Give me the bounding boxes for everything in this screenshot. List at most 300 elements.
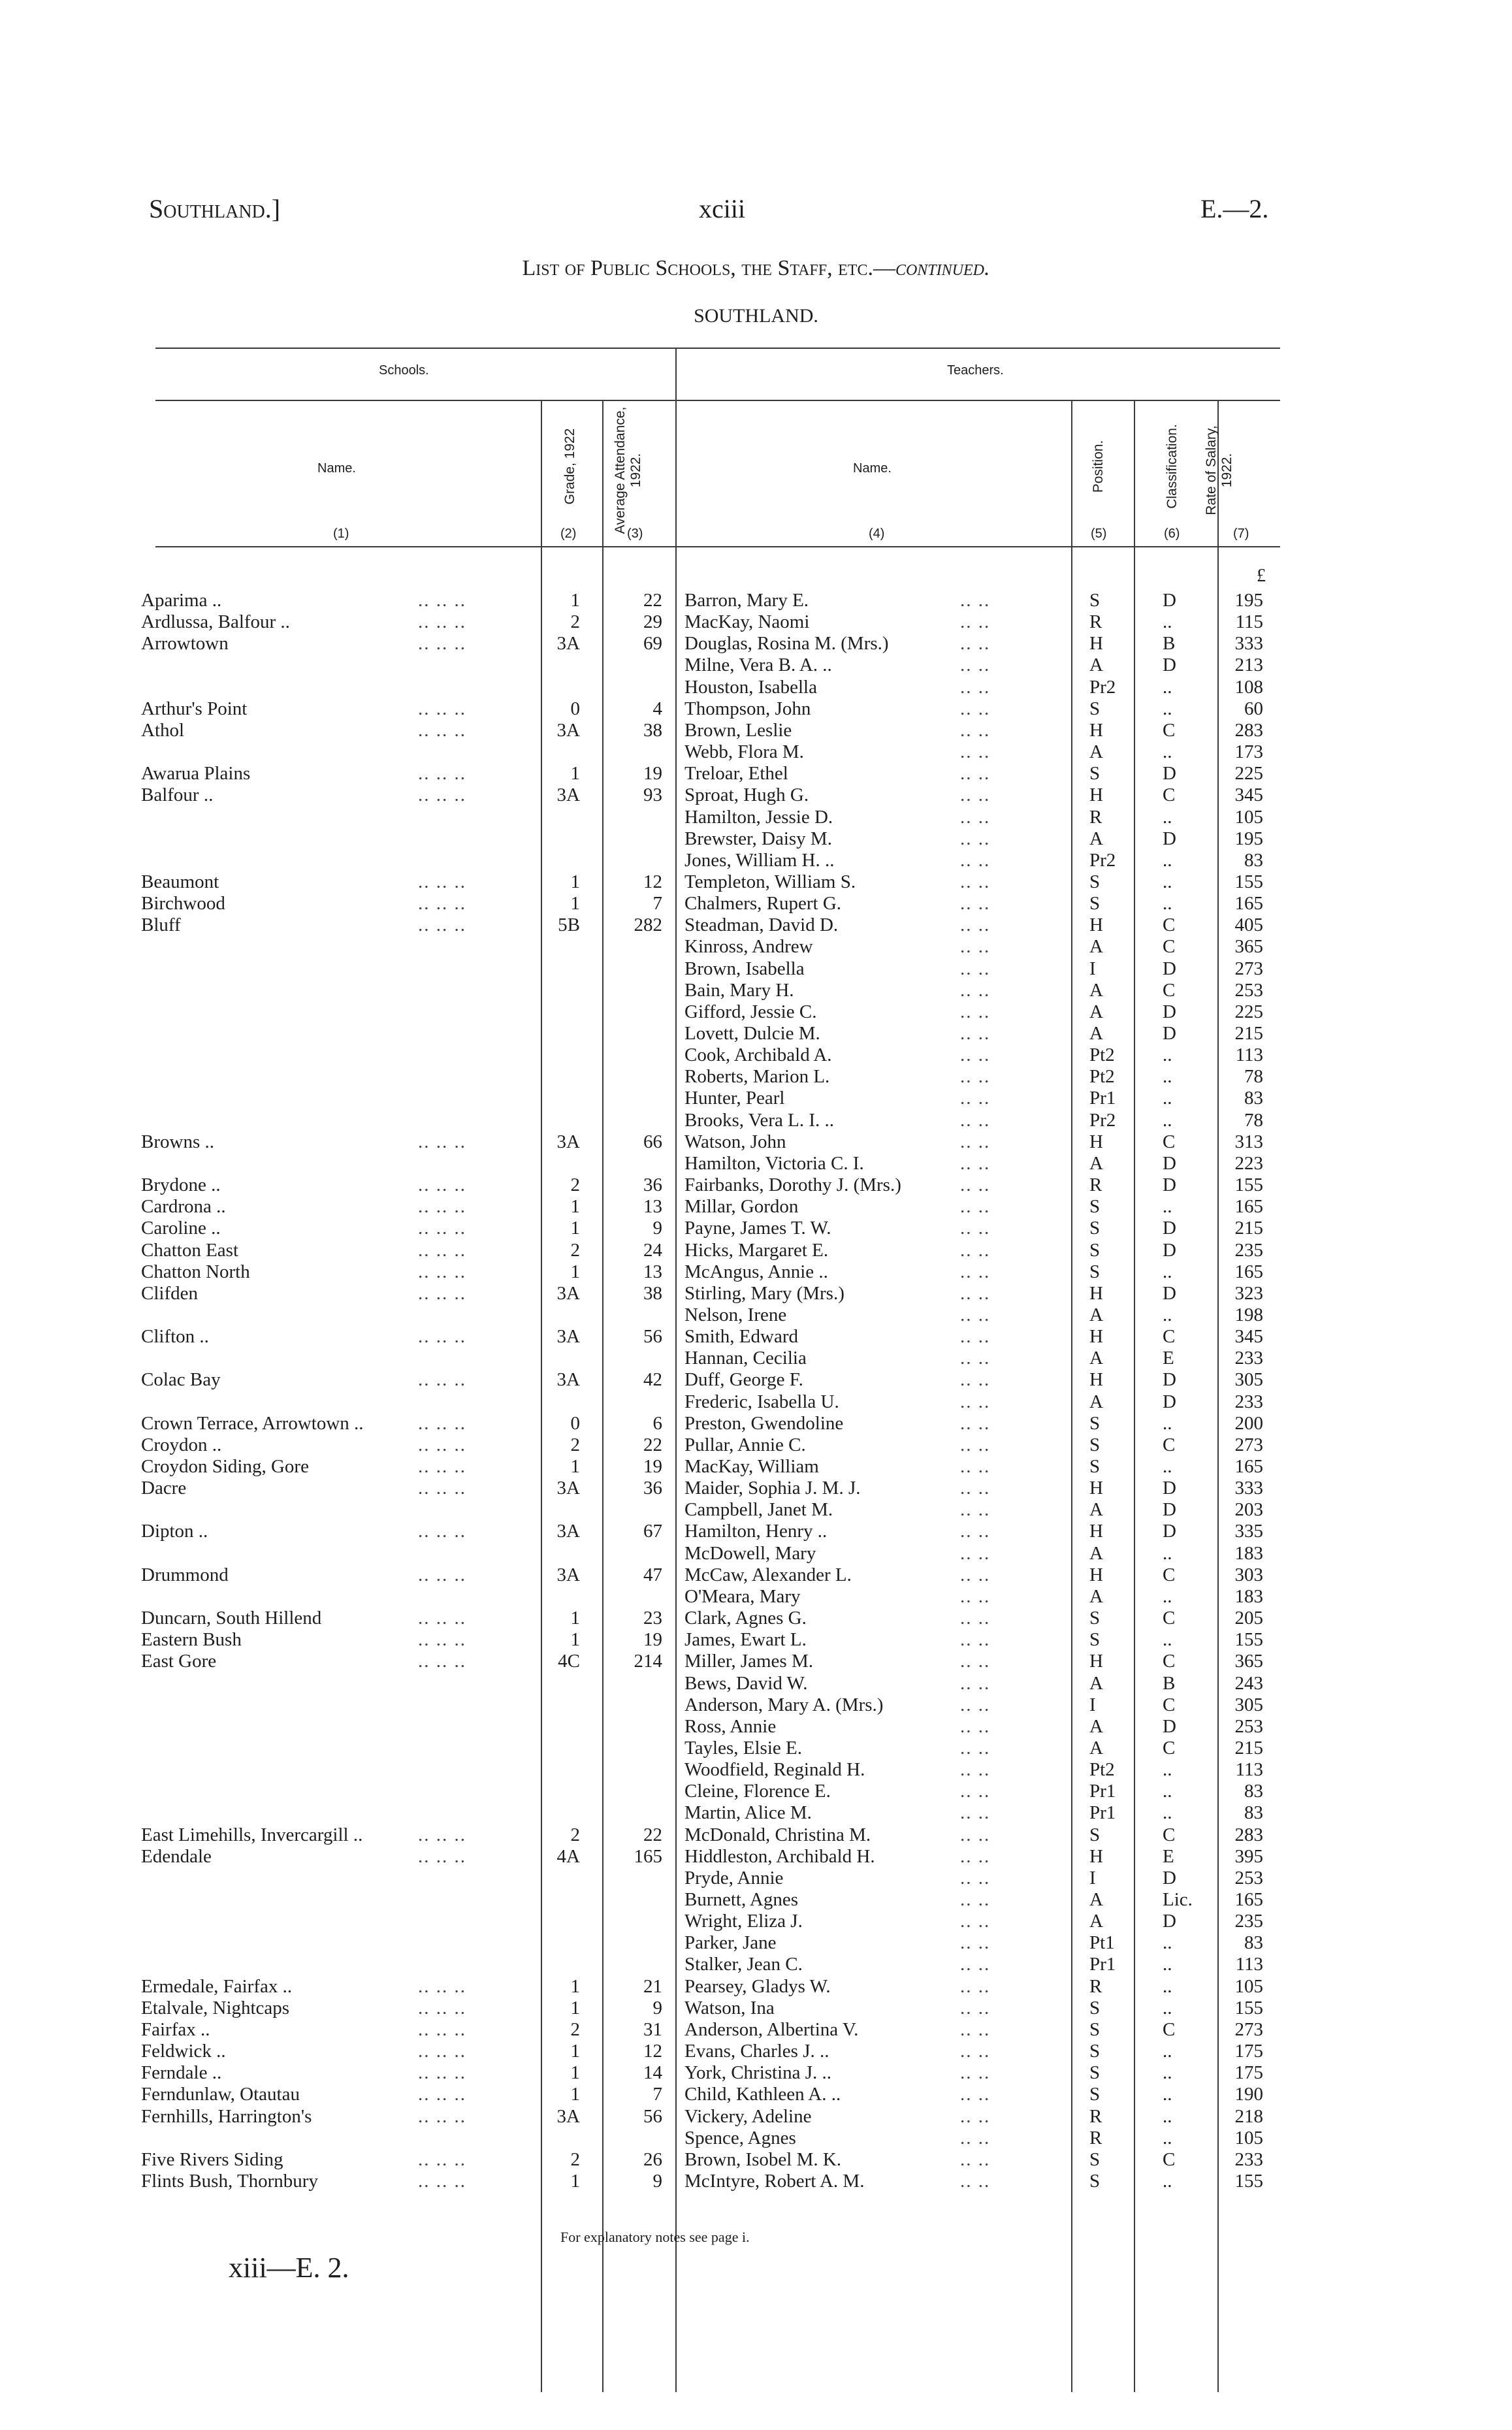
position-cell: Pr2 xyxy=(1089,676,1116,698)
leader-dots: .. .. .. xyxy=(418,1456,466,1477)
page-title xyxy=(0,256,1512,281)
leader-dots: .. .. .. xyxy=(418,763,466,785)
position-cell: A xyxy=(1089,1911,1103,1932)
teacher-name-cell: Stalker, Jean C. xyxy=(684,1954,803,1975)
school-name-cell: Cardrona .. xyxy=(141,1196,226,1218)
leader-dots: .. .. .. xyxy=(418,2018,466,2040)
leader-dots: .. .. xyxy=(960,1239,991,1261)
leader-dots: .. .. .. xyxy=(418,1651,466,1672)
classification-cell: .. xyxy=(1163,698,1172,719)
school-name-cell: Flints Bush, Thornbury xyxy=(141,2170,318,2192)
table-row xyxy=(0,1391,1512,1413)
grade-cell: 1 xyxy=(570,590,580,611)
position-cell: H xyxy=(1089,1369,1103,1391)
teacher-name-cell: Child, Kathleen A. .. xyxy=(684,2084,841,2105)
teacher-name-cell: Bain, Mary H. xyxy=(684,979,794,1001)
attendance-cell: 69 xyxy=(643,633,662,655)
position-cell: H xyxy=(1089,1564,1103,1585)
position-cell: H xyxy=(1089,785,1103,806)
leader-dots: .. .. xyxy=(960,1045,991,1066)
salary-cell: 215 xyxy=(1234,1023,1263,1044)
salary-cell: 165 xyxy=(1234,1889,1263,1910)
position-cell: A xyxy=(1089,1001,1103,1022)
classification-cell: C xyxy=(1163,979,1176,1001)
position-cell: H xyxy=(1089,1521,1103,1542)
leader-dots: .. .. .. xyxy=(418,719,466,741)
classification-cell: D xyxy=(1163,1499,1176,1521)
leader-dots: .. .. xyxy=(960,1932,991,1954)
school-name-cell: Chatton North xyxy=(141,1261,250,1282)
running-head-left: Southland.] xyxy=(149,194,281,223)
teacher-name-cell: Burnett, Agnes xyxy=(684,1889,798,1910)
column-position: Position. xyxy=(1091,440,1106,493)
leader-dots: .. .. xyxy=(960,741,991,763)
leader-dots: .. .. xyxy=(960,2148,991,2170)
position-cell: H xyxy=(1089,1478,1103,1499)
table-row xyxy=(0,2062,1512,2084)
grade-cell: 1 xyxy=(570,2170,580,2192)
leader-dots: .. .. xyxy=(960,1478,991,1499)
classification-cell: C xyxy=(1163,1434,1176,1455)
teacher-name-cell: Watson, John xyxy=(684,1131,786,1152)
attendance-cell: 56 xyxy=(643,2105,662,2127)
classification-cell: .. xyxy=(1163,2170,1172,2192)
teacher-name-cell: Stirling, Mary (Mrs.) xyxy=(684,1282,844,1304)
salary-cell: 165 xyxy=(1234,1261,1263,1282)
header-bottom-rule xyxy=(155,546,1280,547)
classification-cell: D xyxy=(1163,1369,1176,1391)
classification-cell: D xyxy=(1163,655,1176,676)
salary-cell: 273 xyxy=(1234,2018,1263,2040)
leader-dots: .. .. xyxy=(960,1585,991,1607)
leader-dots: .. .. xyxy=(960,655,991,676)
leader-dots: .. .. xyxy=(960,2062,991,2084)
salary-cell: 345 xyxy=(1234,785,1263,806)
grade-cell: 2 xyxy=(570,611,580,633)
position-cell: A xyxy=(1089,1304,1103,1325)
teacher-name-cell: MacKay, Naomi xyxy=(684,611,810,633)
table-row xyxy=(0,1369,1512,1391)
leader-dots: .. .. xyxy=(960,1196,991,1218)
teacher-name-cell: Hunter, Pearl xyxy=(684,1088,785,1109)
classification-cell: D xyxy=(1163,590,1176,611)
school-name-cell: Feldwick .. xyxy=(141,2041,226,2062)
classification-cell: .. xyxy=(1163,1932,1172,1954)
classification-cell: .. xyxy=(1163,1412,1172,1434)
attendance-cell: 9 xyxy=(652,2170,662,2192)
salary-cell: 78 xyxy=(1244,1066,1263,1088)
leader-dots: .. .. xyxy=(960,1174,991,1196)
teacher-name-cell: Anderson, Albertina V. xyxy=(684,2018,859,2040)
teacher-name-cell: York, Christina J. .. xyxy=(684,2062,832,2084)
grade-cell: 1 xyxy=(570,1629,580,1651)
position-cell: H xyxy=(1089,1282,1103,1304)
leader-dots: .. .. .. xyxy=(418,1326,466,1348)
school-name-cell: Clifden xyxy=(141,1282,198,1304)
table-row xyxy=(0,1478,1512,1499)
leader-dots: .. .. .. xyxy=(418,633,466,655)
leader-dots: .. .. .. xyxy=(418,1174,466,1196)
teacher-name-cell: Brown, Leslie xyxy=(684,719,792,741)
attendance-cell: 22 xyxy=(643,1824,662,1845)
table-row xyxy=(0,807,1512,828)
leader-dots: .. .. xyxy=(960,1715,991,1737)
classification-cell: D xyxy=(1163,1152,1176,1174)
position-cell: A xyxy=(1089,828,1103,849)
classification-cell: D xyxy=(1163,763,1176,785)
leader-dots: .. .. xyxy=(960,676,991,698)
grade-cell: 2 xyxy=(570,1239,580,1261)
teacher-name-cell: Sproat, Hugh G. xyxy=(684,785,809,806)
grade-cell: 1 xyxy=(570,2041,580,2062)
classification-cell: D xyxy=(1163,1478,1176,1499)
school-name-cell: Balfour .. xyxy=(141,785,214,806)
teacher-name-cell: Tayles, Elsie E. xyxy=(684,1737,802,1758)
position-cell: Pt1 xyxy=(1089,1932,1115,1954)
teacher-name-cell: McCaw, Alexander L. xyxy=(684,1564,852,1585)
leader-dots: .. .. xyxy=(960,1845,991,1867)
salary-cell: 365 xyxy=(1234,936,1263,958)
grade-cell: 3A xyxy=(556,1282,580,1304)
teacher-name-cell: Treloar, Ethel xyxy=(684,763,788,785)
classification-cell: D xyxy=(1163,1001,1176,1022)
table-row xyxy=(0,1110,1512,1131)
table-row xyxy=(0,1283,1512,1304)
teacher-name-cell: Jones, William H. .. xyxy=(684,849,835,871)
table-row xyxy=(0,1413,1512,1434)
leader-dots: .. .. xyxy=(960,979,991,1001)
table-row xyxy=(0,1738,1512,1759)
leader-dots: .. .. xyxy=(960,1348,991,1369)
classification-cell: E xyxy=(1163,1348,1174,1369)
leader-dots: .. .. xyxy=(960,1672,991,1694)
table-row xyxy=(0,1023,1512,1045)
school-name-cell: Drummond xyxy=(141,1564,229,1585)
table-row xyxy=(0,1045,1512,1066)
leader-dots: .. .. .. xyxy=(418,1434,466,1455)
teacher-name-cell: Roberts, Marion L. xyxy=(684,1066,830,1088)
teacher-name-cell: Webb, Flora M. xyxy=(684,741,804,763)
running-head-right: E.—2. xyxy=(1200,194,1269,223)
position-cell: S xyxy=(1089,1412,1101,1434)
position-cell: A xyxy=(1089,936,1103,958)
classification-cell: B xyxy=(1163,1672,1176,1694)
table-row xyxy=(0,1434,1512,1456)
leader-dots: .. .. xyxy=(960,1542,991,1564)
table-row xyxy=(0,1889,1512,1911)
salary-cell: 225 xyxy=(1234,763,1263,785)
position-cell: S xyxy=(1089,2062,1101,2084)
group-rule-schools xyxy=(155,400,675,401)
column-classification: Classification. xyxy=(1165,424,1180,509)
school-name-cell: Ferndale .. xyxy=(141,2062,222,2084)
column-school-name: Name. xyxy=(317,461,356,476)
grade-cell: 3A xyxy=(556,1131,580,1152)
salary-cell: 105 xyxy=(1234,806,1263,828)
school-name-cell: Etalvale, Nightcaps xyxy=(141,1997,290,2018)
position-cell: Pr1 xyxy=(1089,1954,1116,1975)
salary-cell: 273 xyxy=(1234,1434,1263,1455)
teacher-name-cell: McDonald, Christina M. xyxy=(684,1824,871,1845)
salary-cell: 190 xyxy=(1234,2084,1263,2105)
classification-cell: D xyxy=(1163,1023,1176,1044)
salary-cell: 155 xyxy=(1234,2170,1263,2192)
leader-dots: .. .. xyxy=(960,1391,991,1412)
footnote: For explanatory notes see page i. xyxy=(560,2229,750,2245)
salary-cell: 78 xyxy=(1244,1109,1263,1131)
table-row xyxy=(0,1586,1512,1608)
position-cell: S xyxy=(1089,1218,1101,1239)
salary-cell: 108 xyxy=(1234,676,1263,698)
leader-dots: .. .. xyxy=(960,915,991,936)
position-cell: R xyxy=(1089,2127,1102,2148)
position-cell: Pt2 xyxy=(1089,1759,1115,1781)
page-title-text: List of Public Schools, the Staff, etc.— xyxy=(522,256,895,280)
classification-cell: .. xyxy=(1163,2105,1172,2127)
table-row xyxy=(0,1001,1512,1023)
classification-cell: .. xyxy=(1163,611,1172,633)
teacher-name-cell: Anderson, Mary A. (Mrs.) xyxy=(684,1694,884,1715)
classification-cell: .. xyxy=(1163,1304,1172,1325)
attendance-cell: 19 xyxy=(643,1456,662,1477)
school-name-cell: East Gore xyxy=(141,1651,217,1672)
table-row xyxy=(0,1759,1512,1781)
leader-dots: .. .. .. xyxy=(418,1824,466,1845)
classification-cell: D xyxy=(1163,1715,1176,1737)
attendance-cell: 67 xyxy=(643,1521,662,1542)
position-cell: H xyxy=(1089,1845,1103,1867)
leader-dots: .. .. xyxy=(960,1824,991,1845)
table-row xyxy=(0,1240,1512,1261)
classification-cell: C xyxy=(1163,785,1176,806)
leader-dots: .. .. .. xyxy=(418,2148,466,2170)
attendance-cell: 47 xyxy=(643,1564,662,1585)
table-row xyxy=(0,741,1512,763)
table-row xyxy=(0,1326,1512,1348)
grade-cell: 3A xyxy=(556,1326,580,1348)
salary-cell: 395 xyxy=(1234,1845,1263,1867)
salary-cell: 113 xyxy=(1235,1759,1263,1781)
column-salary-text: Rate of Salary, 1922. xyxy=(1204,425,1234,515)
leader-dots: .. .. .. xyxy=(418,611,466,633)
leader-dots: .. .. .. xyxy=(418,1239,466,1261)
table-row xyxy=(0,1781,1512,1802)
grade-cell: 3A xyxy=(556,1478,580,1499)
position-cell: Pr1 xyxy=(1089,1781,1116,1802)
salary-cell: 198 xyxy=(1234,1304,1263,1325)
leader-dots: .. .. xyxy=(960,1975,991,1997)
classification-cell: .. xyxy=(1163,1196,1172,1218)
attendance-cell: 22 xyxy=(643,1434,662,1455)
salary-cell: 113 xyxy=(1235,1045,1263,1066)
position-cell: R xyxy=(1089,1174,1102,1196)
classification-cell: C xyxy=(1163,1824,1176,1845)
salary-cell: 195 xyxy=(1234,590,1263,611)
grade-cell: 3A xyxy=(556,1521,580,1542)
attendance-cell: 6 xyxy=(652,1412,662,1434)
salary-cell: 60 xyxy=(1244,698,1263,719)
salary-cell: 155 xyxy=(1234,1174,1263,1196)
position-cell: R xyxy=(1089,806,1102,828)
position-cell: S xyxy=(1089,1629,1101,1651)
column-teacher-name: Name. xyxy=(853,461,892,476)
position-cell: S xyxy=(1089,893,1101,915)
salary-cell: 83 xyxy=(1244,849,1263,871)
classification-cell: .. xyxy=(1163,1954,1172,1975)
leader-dots: .. .. xyxy=(960,1521,991,1542)
school-name-cell: Ardlussa, Balfour .. xyxy=(141,611,290,633)
leader-dots: .. .. xyxy=(960,698,991,719)
teacher-name-cell: Brown, Isobel M. K. xyxy=(684,2148,842,2170)
grade-cell: 1 xyxy=(570,1261,580,1282)
salary-cell: 253 xyxy=(1234,1715,1263,1737)
table-row xyxy=(0,915,1512,936)
leader-dots: .. .. xyxy=(960,719,991,741)
school-name-cell: Crown Terrace, Arrowtown .. xyxy=(141,1412,364,1434)
classification-cell: D xyxy=(1163,1911,1176,1932)
salary-cell: 105 xyxy=(1234,2127,1263,2148)
position-cell: A xyxy=(1089,1715,1103,1737)
leader-dots: .. .. .. xyxy=(418,1608,466,1629)
teacher-name-cell: Frederic, Isabella U. xyxy=(684,1391,839,1412)
classification-cell: D xyxy=(1163,828,1176,849)
attendance-cell: 282 xyxy=(634,915,662,936)
teacher-name-cell: McDowell, Mary xyxy=(684,1542,816,1564)
leader-dots: .. .. xyxy=(960,1737,991,1758)
grade-cell: 3A xyxy=(556,1564,580,1585)
teacher-name-cell: Kinross, Andrew xyxy=(684,936,813,958)
grade-cell: 3A xyxy=(556,2105,580,2127)
leader-dots: .. .. .. xyxy=(418,871,466,892)
table-row xyxy=(0,1153,1512,1174)
leader-dots: .. .. xyxy=(960,1369,991,1391)
salary-cell: 405 xyxy=(1234,915,1263,936)
classification-cell: D xyxy=(1163,1282,1176,1304)
classification-cell: C xyxy=(1163,2018,1176,2040)
salary-cell: 218 xyxy=(1234,2105,1263,2127)
teacher-name-cell: Hannan, Cecilia xyxy=(684,1348,807,1369)
leader-dots: .. .. xyxy=(960,1456,991,1477)
salary-cell: 333 xyxy=(1234,1478,1263,1499)
teacher-name-cell: Wright, Eliza J. xyxy=(684,1911,803,1932)
teacher-name-cell: Duff, George F. xyxy=(684,1369,803,1391)
attendance-cell: 29 xyxy=(643,611,662,633)
leader-dots: .. .. xyxy=(960,1152,991,1174)
table-row xyxy=(0,2171,1512,2192)
salary-cell: 235 xyxy=(1234,1911,1263,1932)
table-row xyxy=(0,1088,1512,1109)
attendance-cell: 36 xyxy=(643,1478,662,1499)
position-cell: R xyxy=(1089,2105,1102,2127)
position-cell: S xyxy=(1089,1434,1101,1455)
classification-cell: .. xyxy=(1163,1975,1172,1997)
table-row xyxy=(0,980,1512,1001)
attendance-cell: 7 xyxy=(652,2084,662,2105)
position-cell: S xyxy=(1089,1997,1101,2018)
leader-dots: .. .. xyxy=(960,1629,991,1651)
attendance-cell: 13 xyxy=(643,1196,662,1218)
position-cell: S xyxy=(1089,871,1101,892)
classification-cell: .. xyxy=(1163,1781,1172,1802)
teacher-name-cell: Parker, Jane xyxy=(684,1932,777,1954)
table-row xyxy=(0,1261,1512,1283)
leader-dots: .. .. xyxy=(960,1608,991,1629)
position-cell: S xyxy=(1089,2084,1101,2105)
salary-cell: 283 xyxy=(1234,719,1263,741)
grade-cell: 3A xyxy=(556,1369,580,1391)
table-row xyxy=(0,590,1512,611)
teacher-name-cell: Hamilton, Henry .. xyxy=(684,1521,828,1542)
leader-dots: .. .. xyxy=(960,1218,991,1239)
table-row xyxy=(0,2128,1512,2149)
grade-cell: 1 xyxy=(570,1196,580,1218)
attendance-cell: 22 xyxy=(643,590,662,611)
teacher-name-cell: Barron, Mary E. xyxy=(684,590,809,611)
teacher-name-cell: Cleine, Florence E. xyxy=(684,1781,831,1802)
school-name-cell: Beaumont xyxy=(141,871,219,892)
salary-cell: 215 xyxy=(1234,1737,1263,1758)
column-salary xyxy=(1204,421,1256,519)
salary-cell: 165 xyxy=(1234,893,1263,915)
leader-dots: .. .. xyxy=(960,1997,991,2018)
position-cell: S xyxy=(1089,1196,1101,1218)
column-number: (5) xyxy=(1091,526,1107,541)
teacher-name-cell: Pullar, Annie C. xyxy=(684,1434,806,1455)
position-cell: S xyxy=(1089,2018,1101,2040)
leader-dots: .. .. .. xyxy=(418,1997,466,2018)
position-cell: S xyxy=(1089,1608,1101,1629)
header-top-rule xyxy=(155,348,1280,349)
table-row xyxy=(0,2084,1512,2105)
leader-dots: .. .. .. xyxy=(418,2041,466,2062)
table-row xyxy=(0,1066,1512,1088)
classification-cell: .. xyxy=(1163,1759,1172,1781)
teacher-name-cell: Lovett, Dulcie M. xyxy=(684,1023,820,1044)
salary-cell: 155 xyxy=(1234,871,1263,892)
attendance-cell: 38 xyxy=(643,1282,662,1304)
table-row xyxy=(0,1673,1512,1694)
classification-cell: .. xyxy=(1163,1456,1172,1477)
classification-cell: .. xyxy=(1163,2084,1172,2105)
grade-cell: 1 xyxy=(570,2084,580,2105)
school-name-cell: Dacre xyxy=(141,1478,187,1499)
teacher-name-cell: James, Ewart L. xyxy=(684,1629,807,1651)
position-cell: I xyxy=(1089,1867,1096,1888)
table-row xyxy=(0,1564,1512,1586)
position-cell: A xyxy=(1089,979,1103,1001)
salary-cell: 155 xyxy=(1234,1629,1263,1651)
teacher-name-cell: Hamilton, Victoria C. I. xyxy=(684,1152,864,1174)
leader-dots: .. .. xyxy=(960,2041,991,2062)
position-cell: I xyxy=(1089,1694,1096,1715)
teacher-name-cell: Pryde, Annie xyxy=(684,1867,784,1888)
salary-cell: 225 xyxy=(1234,1001,1263,1022)
school-name-cell: Dipton .. xyxy=(141,1521,208,1542)
table-row xyxy=(0,1629,1512,1651)
position-cell: Pr2 xyxy=(1089,1109,1116,1131)
grade-cell: 1 xyxy=(570,871,580,892)
position-cell: A xyxy=(1089,655,1103,676)
salary-cell: 83 xyxy=(1244,1932,1263,1954)
school-name-cell: Clifton .. xyxy=(141,1326,209,1348)
column-number: (2) xyxy=(560,526,577,541)
table-row xyxy=(0,828,1512,850)
table-row xyxy=(0,1868,1512,1889)
attendance-cell: 214 xyxy=(634,1651,662,1672)
leader-dots: .. .. xyxy=(960,1304,991,1325)
table-row xyxy=(0,1521,1512,1542)
table-row xyxy=(0,850,1512,871)
